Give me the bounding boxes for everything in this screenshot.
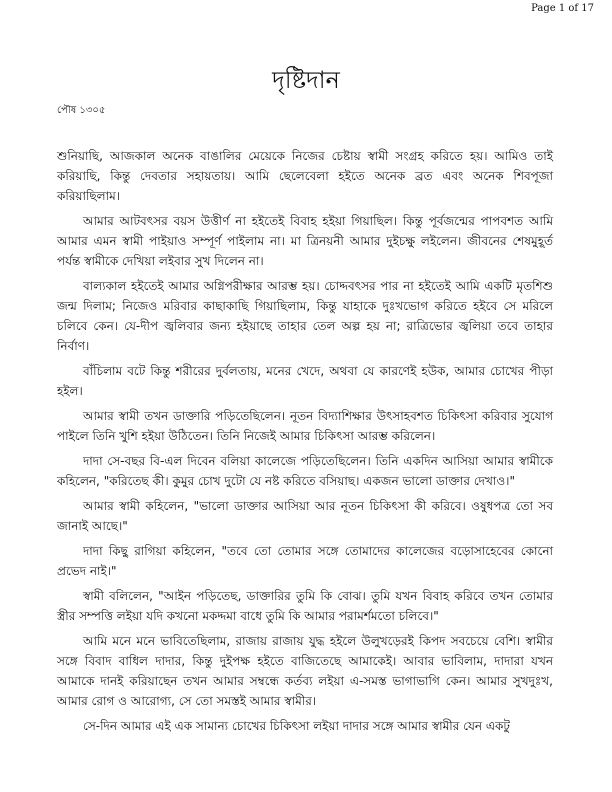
document-date: পৌষ ১৩০৫ [57,105,106,116]
paragraph: শুনিয়াছি, আজকাল অনেক বাঙালির মেয়েকে নিজের চেষ্টায় স্বামী সংগ্রহ করিতে হয়। আমিও তাই করিয়াছি, কিন্তু দেবতার সহায়তায়। আমি ছেলেবেলা হইতে অনেক ব্রত এবং অনেক শিবপূজা করিয়াছিলাম। [57,149,553,203]
paragraph: আমার স্বামী তখন ডাক্তারি পড়িতেছিলেন। নূতন বিদ্যাশিক্ষার উৎসাহবশত চিকিৎসা করিবার সুযোগ পাইলে তিনি খুশি হইয়া উঠিতেন। তিনি নিজেই আমার চিকিৎসা আরম্ভ করিলেন। [57,409,553,443]
document-body [57,146,553,741]
paragraph: দাদা কিছু রাগিয়া কহিলেন, "তবে তো তোমার সঙ্গে তোমাদের কালেজের বড়োসাহেবের কোনো প্রভেদ নাই।" [57,544,553,578]
paragraph: আমার স্বামী কহিলেন, "ভালো ডাক্তার আসিয়া আর নূতন চিকিৎসা কী করিবে। ওষুধপত্র তো সব জানাই আছে।" [57,499,553,533]
paragraph: বাল্যকাল হইতেই আমার অগ্নিপরীক্ষার আরম্ভ হয়। চোদ্দবৎসর পার না হইতেই আমি একটি মৃতশিশু জন্ম দিলাম; নিজেও মরিবার কাছাকাছি গিয়াছিলাম, কিন্তু যাহাকে দুঃখভোগ করিতে হইবে সে মরিলে চলিবে কেন। যে-দীপ জ্বলিবার জন্য হইয়াছে তাহার তেল অল্প হয় না; রাত্রিভোর জ্বলিয়া তবে তাহার নির্বাণ। [57,279,553,353]
paragraph: সে-দিন আমার এই এক সামান্য চোখের চিকিৎসা লইয়া দাদার সঙ্গে আমার স্বামীর যেন একটু [83,719,510,733]
paragraph: আমি মনে মনে ভাবিতেছিলাম, রাজায় রাজায় যুদ্ধ হইলে উলুখড়েরই কিপদ সবচেয়ে বেশি। স্বামীর সঙ্গে বিবাদ বাধিল দাদার, কিন্তু দুইপক্ষ হইতে বাজিতেছে আমাকেই। আবার ভাবিলাম, দাদারা যখন আমাকে দানই করিয়াছেন তখন আমার সম্বন্ধে কর্তব্য লইয়া এ-সমস্ত ভাগাভাগি কেন। আমার সুখদুঃখ, আমার রোগ ও আরোগ্য, সে তো সমস্তই আমার স্বামীর। [57,634,553,708]
paragraph: দাদা সে-বছর বি-এল দিবেন বলিয়া কালেজে পড়িতেছিলেন। তিনি একদিন আসিয়া আমার স্বামীকে কহিলেন, "করিতেছ কী। কুমুর চোখ দুটো যে নষ্ট করিতে বসিয়াছ। একজন ভালো ডাক্তার দেখাও।" [57,454,553,488]
page-number: Page 1 of 17 [531,3,594,14]
paragraph: আমার আটবৎসর বয়স উত্তীর্ণ না হইতেই বিবাহ হইয়া গিয়াছিল। কিন্তু পূর্বজন্মের পাপবশত আমি আমার এমন স্বামী পাইয়াও সম্পূর্ণ পাইলাম না। মা ত্রিনয়নী আমার দুইচক্ষু লইলেন। জীবনের শেষমুহূর্ত পর্যন্ত স্বামীকে দেখিয়া লইবার সুখ দিলেন না। [57,214,553,268]
document-title: দৃষ্টিদান [272,66,340,94]
paragraph: বাঁচিলাম বটে কিন্তু শরীরের দুর্বলতায়, মনের খেদে, অথবা যে কারণেই হউক, আমার চোখের পীড়া হইল। [57,364,553,398]
paragraph: স্বামী বলিলেন, "আইন পড়িতেছ, ডাক্তারির তুমি কি বোঝ। তুমি যখন বিবাহ করিবে তখন তোমার স্ত্রীর সম্পত্তি লইয়া যদি কখনো মকদ্দমা বাধে তুমি কি আমার পরামর্শমতো চলিবে।" [57,589,553,623]
